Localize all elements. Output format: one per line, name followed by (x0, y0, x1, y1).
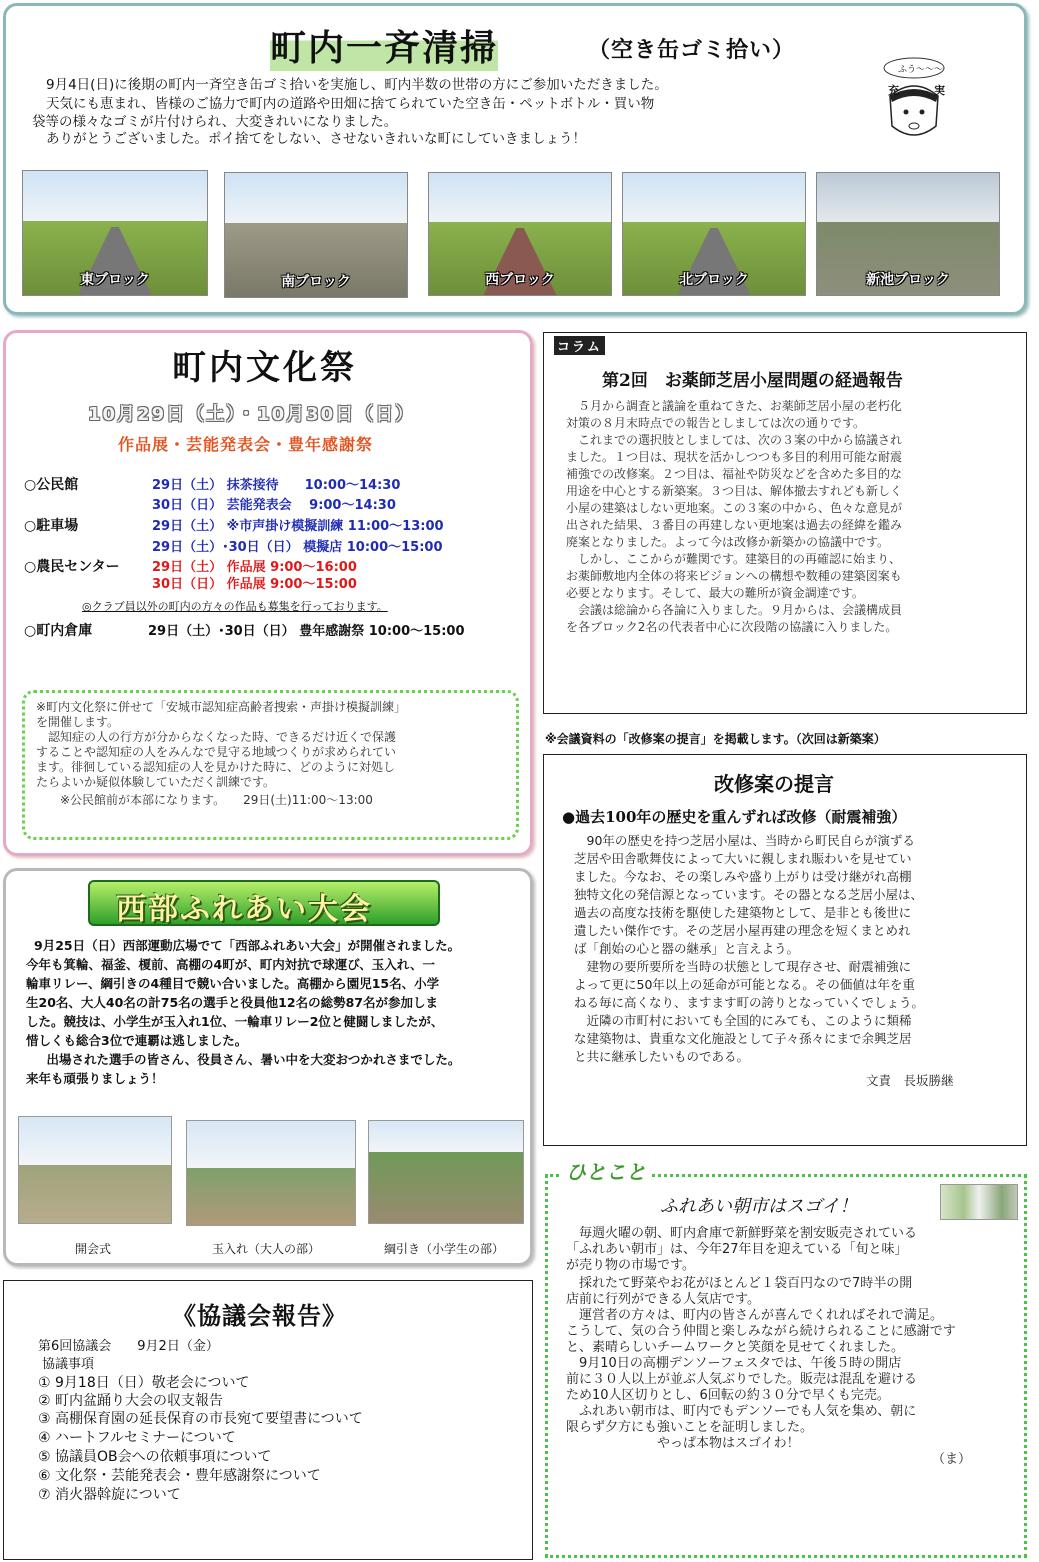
photo-caption: 玉入れ（大人の部） (212, 1242, 321, 1256)
council-item: ⑤ 協議員OB会への依頼事項について (38, 1449, 272, 1465)
proposal-text-line: 遺したい傑作です。その芝居小屋再建の理念を短くまとめれ (574, 923, 911, 938)
council-title: 《協議会報告》 (172, 1302, 347, 1330)
dementia-line: 認知症の人の行方が分からなくなった時、できるだけ近くで保護 (36, 730, 397, 744)
council-item: ② 町内盆踊り大会の収支報告 (38, 1393, 224, 1409)
culture-date: 10月29日（土）・10月30日（日） (88, 404, 416, 425)
sports-text-line: した。競技は、小学生が玉入れ1位、一輪車リレー2位と健闘しましたが、 (26, 1014, 444, 1029)
schedule-row: 30日（日） 作品展 9:00〜15:00 (152, 577, 357, 592)
dementia-line: することや認知症の人をみんなで見守る地域つくりが求められてい (36, 745, 397, 759)
hitokoto-text-line: 毎週火曜の朝、町内倉庫で新鮮野菜を割安販売されている (566, 1226, 918, 1241)
dementia-line: ※町内文化祭に併せて「安城市認知症高齢者捜索・声掛け模擬訓練」 (36, 700, 407, 714)
culture-events: 作品展・芸能発表会・豊年感謝祭 (118, 435, 374, 454)
photo-caption: 北ブロック (679, 272, 749, 288)
column-text-line: を各ブロック2名の代表者中心に次段階の協議に入りました。 (566, 620, 898, 634)
proposal-author: 文責 長坂勝継 (866, 1073, 954, 1088)
council-item: ⑥ 文化祭・芸能発表会・豊年感謝祭について (38, 1468, 321, 1484)
proposal-text-line: ねる毎に高くなり、ますます町の誇りとなっていくでしょう。 (574, 995, 925, 1010)
column-text-line: 出された結果、３番目の再建しない更地案は過去の経緯を鑑み (566, 518, 903, 532)
hitokoto-text-line: ふれあい朝市は、町内でもデンソーでも人気を集め、朝に (566, 1404, 917, 1419)
hitokoto-title: ふれあい朝市はスゴイ！ (660, 1196, 858, 1217)
column-text-line: 補強での改修案。２つ目は、福祉や防災などを含めた多目的な (566, 467, 903, 481)
hitokoto-text-line: 限らず夕方にも強いことを証明しました。 (566, 1420, 814, 1435)
council-item: ⑦ 消火器斡旋について (38, 1487, 181, 1503)
sports-text-line: 輪車リレー、綱引きの4種目で競い合いました。高棚から園児15名、小学 (26, 976, 440, 991)
proposal-text-line: ば「創始の心と器の継承」と言えよう。 (574, 941, 800, 956)
council-item: ④ ハートフルセミナーについて (38, 1430, 236, 1446)
proposal-text-line: と共に継承したいものである。 (574, 1049, 750, 1064)
venue-warehouse: ○町内倉庫 (24, 623, 93, 639)
photo-caption: 東ブロック (80, 272, 150, 288)
schedule-row: 29日（土）･30日（日） 模擬店 10:00〜15:00 (152, 540, 443, 555)
photo-caption: 開会式 (75, 1242, 112, 1256)
photo-north-block (622, 172, 806, 296)
proposal-text-line: 独特文化の発信源となっています。その器となる芝居小屋は、 (574, 887, 924, 902)
hitokoto-text-line: 「ふれあい朝市」は、今年27年目を迎えている「旬と味」 (566, 1242, 908, 1257)
sports-text-line: 惜しくも総合3位で連覇は逃しました。 (26, 1033, 248, 1048)
mascot-bubble: ふう〜〜〜 (898, 65, 944, 75)
cleanup-text-line: 袋等の様々なゴミが片付けられ、大変きれいになりました。 (32, 114, 398, 130)
cleanup-subtitle: （空き缶ゴミ拾い） (588, 38, 796, 63)
column-note: ※会議資料の「改修案の提言」を掲載します。（次回は新築案） (545, 732, 886, 746)
cleanup-title: 町内一斉清掃 (270, 20, 498, 71)
column-text-line: 会議は総論から各論に入りました。９月からは、会議構成員 (566, 603, 903, 617)
proposal-title: 改修案の提言 (714, 772, 834, 796)
venue-farmers-center: ○農民センター (24, 559, 120, 575)
hitokoto-text-line: と、素晴らしいチームワークと笑顔を見せてくれました。 (566, 1340, 905, 1355)
hitokoto-text-line: こうして、気の合う仲間と楽しみながら続けられることに感謝です (566, 1324, 956, 1339)
hitokoto-label: ひとこと (562, 1156, 650, 1185)
dementia-line: を開催します。 (36, 715, 120, 729)
proposal-text-line: よって更に50年以上の延命が可能となる。その価値は年を重 (574, 977, 915, 992)
schedule-row: 29日（土） 作品展 9:00〜16:00 (152, 560, 357, 575)
proposal-text-line: 近隣の市町村においても全国的にみても、このように類稀 (574, 1013, 912, 1028)
hitokoto-text-line: ため10人区切りとし、6回転の約３０分で早くも完売。 (566, 1388, 890, 1403)
mascot-right-label: 実 (934, 84, 945, 97)
photo-caption: 南ブロック (281, 274, 351, 290)
photo-caption: 新池ブロック (866, 272, 950, 288)
hitokoto-text-line: 店前に行列ができる人気店です。 (566, 1292, 760, 1307)
vegetables-photo (940, 1184, 1018, 1220)
council-sub: 協議事項 (42, 1357, 95, 1372)
council-item: ③ 高棚保育園の延長保育の市長宛て要望書について (38, 1411, 363, 1427)
photo-east-block (22, 170, 208, 296)
sports-text-line: 9月25日（日）西部運動広場でて「西部ふれあい大会」が開催されました。 (34, 938, 461, 953)
proposal-text-line: 90年の歴史を持つ芝居小屋は、当時から町民自らが演ずる (574, 833, 915, 848)
venue-community-center: ○公民館 (24, 477, 79, 493)
column-text-line: ５月から調査と議論を重ねてきた、お薬師芝居小屋の老朽化 (566, 399, 902, 413)
council-item: ① 9月18日（日）敬老会について (38, 1375, 250, 1391)
venue-parking: ○駐車場 (24, 518, 79, 534)
schedule-row: 30日（日） 芸能発表会 9:00〜14:30 (152, 498, 396, 513)
sports-text-line: 今年も箕輪、福釜、榎前、高棚の4町が、町内対抗で球運び、玉入れ、一 (26, 957, 435, 972)
photo-west-block (428, 172, 612, 296)
proposal-text-line: ました。今なお、その楽しみや盛り上がりは受け継がれ高棚 (574, 869, 912, 884)
cleanup-text-line: ありがとうございました。ポイ捨てをしない、させないきれいな町にしていきましょう！ (46, 131, 586, 147)
proposal-heading: ●過去100年の歴史を重んずれば改修（耐震補強） (562, 808, 907, 826)
column-text-line: 対策の８月末時点での報告としましては次の通りです。 (566, 416, 866, 430)
sports-text-line: 来年も頑張りましょう！ (26, 1071, 164, 1086)
culture-note: ◎クラブ員以外の町内の方々の作品も募集を行っております。 (82, 600, 388, 613)
sports-text-line: 出場された選手の皆さん、役員さん、暑い中を大変おつかれさまでした。 (34, 1052, 461, 1067)
hitokoto-text-line: 9月10日の高棚デンソーフェスタでは、午後５時の開店 (566, 1356, 902, 1371)
column-text-line: お薬師敷地内全体の将来ビジョンへの構想や数種の建築図案も (566, 569, 902, 583)
photo-caption: 綱引き（小学生の部） (384, 1242, 505, 1256)
schedule-row: 29日（土） 抹茶接待 10:00〜14:30 (152, 478, 401, 493)
council-header: 第6回協議会 9月2日（金） (38, 1339, 219, 1354)
column-text-line: 必要となります。そして、最大の難所が資金調達です。 (566, 586, 864, 600)
hitokoto-text-line: が売り物の市場です。 (566, 1258, 695, 1273)
mascot-left-label: 充 (888, 84, 899, 97)
culture-title: 町内文化祭 (172, 348, 357, 388)
photo-caption: 西ブロック (485, 272, 555, 288)
schedule-row: 29日（土）･30日（日） 豊年感謝祭 10:00〜15:00 (148, 624, 465, 639)
hitokoto-text-line: 運営者の方々は、町内の皆さんが喜んでくれればそれで満足。 (566, 1308, 944, 1323)
hitokoto-text-line: 前に３０人以上が並ぶ人気ぶりでした。販売は混乱を避ける (566, 1372, 918, 1387)
hitokoto-text-line: 採れたて野菜やお花がほとんど１袋百円なので7時半の開 (566, 1276, 913, 1291)
column-text-line: 廃案となりました。よって今は改修か新築かの協議中です。 (566, 535, 890, 549)
column-text-line: しかし、ここからが難関です。建築目的の再確認に始まり、 (566, 552, 902, 566)
photo-opening-ceremony (18, 1116, 172, 1224)
dementia-line: ます。徘徊している認知症の人を見かけた時に、どのように対処し (36, 760, 396, 774)
column-tag: コラム (554, 336, 605, 355)
sports-text-line: 生20名、大人40名の計75名の選手と役員他12名の総勢87名が参加しま (26, 995, 438, 1010)
dementia-line: ※公民館前が本部になります。 29日(土)11:00〜13:00 (36, 793, 373, 807)
hitokoto-sign: （ま） (932, 1452, 972, 1467)
column-text-line: これまでの選択肢としましては、次の３案の中から協議され (566, 433, 903, 447)
proposal-text-line: 芝居や田舎歌舞伎によって大いに親しまれ賑わいを見せてい (574, 851, 912, 866)
photo-shinike-block (816, 172, 1000, 296)
column-text-line: ました。１つ目は、現状を活かしつつも多目的利用可能な耐震 (566, 450, 903, 464)
cleanup-text-line: 天気にも恵まれ、皆様のご協力で町内の道路や田畑に捨てられていた空き缶・ペットボトル・買い物 (46, 96, 655, 112)
hitokoto-text-line: やっぱ本物はスゴイわ！ (566, 1436, 800, 1451)
column-text-line: 用途を中心とする新築案。３つ目は、解体撤去すれども新しく (566, 484, 903, 498)
proposal-text-line: な建築物は、貴重な文化施設として子々孫々にまで余興芝居 (574, 1031, 912, 1046)
proposal-text-line: 建物の要所要所を当時の状態として現存させ、耐震補強に (574, 959, 912, 974)
photo-tug-of-war (368, 1120, 524, 1224)
sports-title: 西部ふれあい大会 (116, 892, 372, 927)
column-title: 第2回 お薬師芝居小屋問題の経過報告 (602, 371, 903, 391)
cleanup-text-line: 9月4日(日)に後期の町内一斉空き缶ゴミ拾いを実施し、町内半数の世帯の方にご参加いただきました。 (46, 77, 668, 93)
proposal-text-line: 過去の高度な技術を駆使した建築物として、是非とも後世に (574, 905, 912, 920)
photo-south-block (224, 172, 408, 298)
column-text-line: 小屋の建築はしない更地案。この３案の中から、色々な意見が (566, 501, 903, 515)
dementia-line: たらよいか疑似体験していただく訓練です。 (36, 775, 276, 789)
schedule-row: 29日（土） ※市声掛け模擬訓練 11:00〜13:00 (152, 519, 444, 534)
photo-ball-toss (186, 1120, 356, 1226)
